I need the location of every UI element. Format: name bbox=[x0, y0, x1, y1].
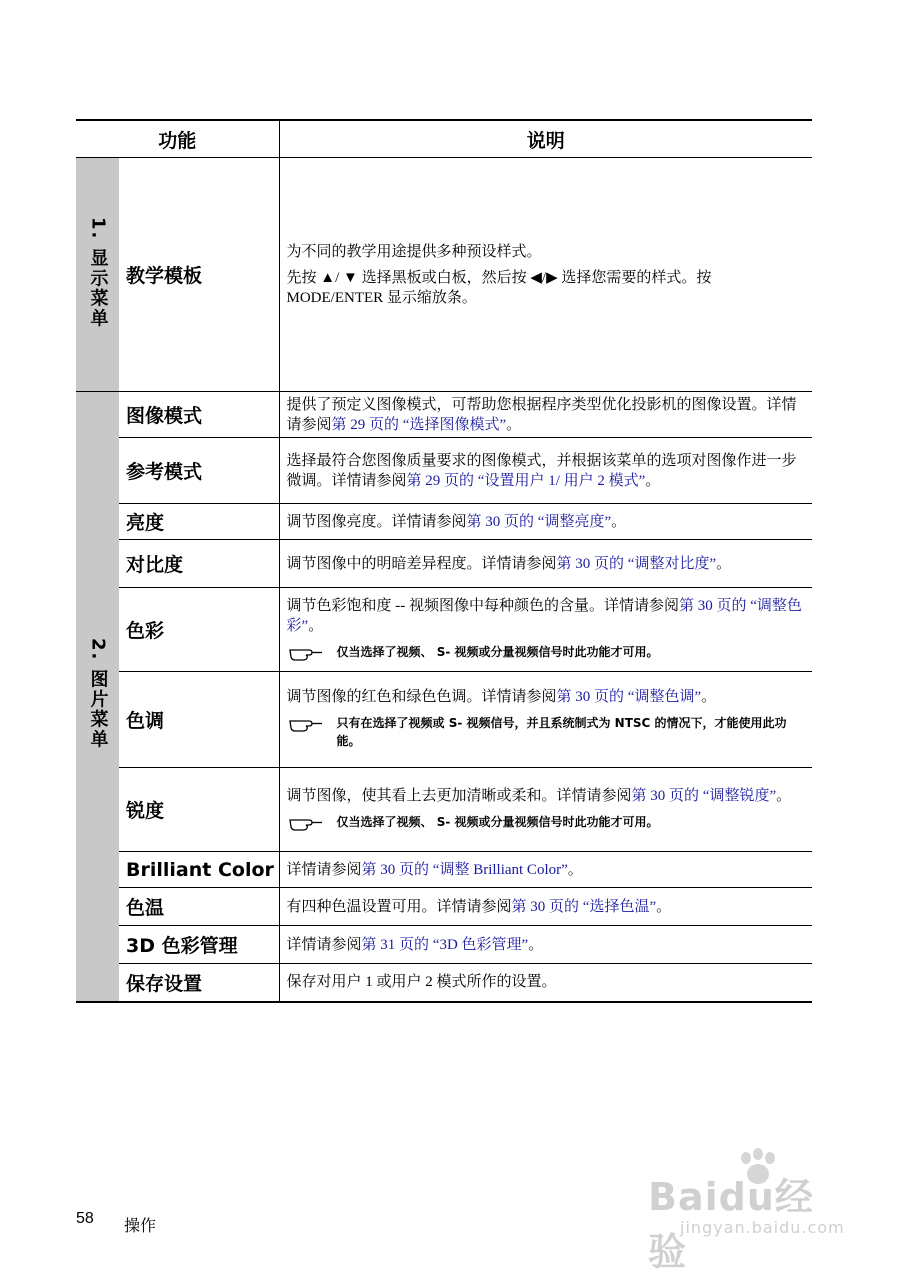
header-function: 功能 bbox=[76, 120, 279, 158]
section-label: 2. 图片菜单 bbox=[87, 638, 109, 751]
table-row bbox=[76, 438, 812, 504]
section-title: 操作 bbox=[124, 1216, 157, 1235]
table-row bbox=[76, 392, 812, 438]
description-tail: 。 bbox=[611, 513, 627, 530]
function-description bbox=[279, 672, 812, 768]
function-name: 色温 bbox=[119, 888, 279, 926]
section-picture-menu bbox=[76, 392, 119, 1002]
function-description bbox=[279, 926, 812, 964]
description-tail: 。 bbox=[506, 416, 522, 433]
page-link[interactable]: 第 30 页的 “调整 Brilliant Color” bbox=[361, 861, 568, 878]
function-description bbox=[279, 504, 812, 540]
table-row bbox=[76, 964, 812, 1002]
description-tail: 。 bbox=[656, 898, 672, 915]
page-link[interactable]: 第 31 页的 “3D 色彩管理” bbox=[361, 936, 529, 953]
table-row bbox=[76, 672, 812, 768]
page-link[interactable]: 第 29 页的 “设置用户 1/ 用户 2 模式” bbox=[406, 472, 646, 489]
description-paragraph: 先按 ▲/ ▼ 选择黑板或白板，然后按 ◀/▶ 选择您需要的样式。按 MODE/ENTER 显示缩放条。 bbox=[286, 269, 712, 306]
function-table bbox=[76, 119, 812, 1003]
watermark-logo-text: Baidu经验 bbox=[648, 1175, 814, 1274]
section-display-menu bbox=[76, 158, 119, 392]
function-name: 色调 bbox=[119, 672, 279, 768]
page-link[interactable]: 第 30 页的 “调整色彩” bbox=[286, 598, 802, 634]
description-tail: 。 bbox=[716, 555, 732, 572]
description-paragraph: 为不同的教学用途提供多种预设样式。 bbox=[286, 243, 542, 260]
table-header-row bbox=[76, 120, 812, 158]
function-description bbox=[279, 540, 812, 588]
page-link[interactable]: 第 30 页的 “调整亮度” bbox=[466, 513, 612, 530]
function-description bbox=[279, 888, 812, 926]
note-text: 仅当选择了视频、 S- 视频或分量视频信号时此功能才可用。 bbox=[336, 815, 659, 829]
description-text: 调节图像亮度。详情请参阅 bbox=[286, 513, 467, 530]
table-row bbox=[76, 926, 812, 964]
watermark-url: jingyan.baidu.com bbox=[680, 1218, 845, 1237]
description-tail: 。 bbox=[701, 689, 717, 705]
description-tail: 。 bbox=[776, 788, 792, 804]
description-text: 调节图像，使其看上去更加清晰或柔和。详情请参阅 bbox=[286, 788, 632, 804]
function-description bbox=[279, 588, 812, 672]
function-name: 保存设置 bbox=[119, 964, 279, 1002]
function-name: 锐度 bbox=[119, 768, 279, 852]
table-row bbox=[76, 852, 812, 888]
table-row bbox=[76, 158, 812, 392]
page-link[interactable]: 第 30 页的 “调整对比度” bbox=[556, 555, 717, 572]
description-text: 调节图像中的明暗差异程度。详情请参阅 bbox=[286, 555, 557, 572]
pointing-hand-icon bbox=[289, 716, 325, 732]
watermark bbox=[640, 1148, 850, 1274]
function-description bbox=[279, 852, 812, 888]
function-name: 对比度 bbox=[119, 540, 279, 588]
header-description: 说明 bbox=[279, 120, 812, 158]
description-tail: 。 bbox=[567, 861, 583, 878]
function-description: 保存对用户 1 或用户 2 模式所作的设置。 bbox=[279, 964, 812, 1002]
table-row bbox=[76, 888, 812, 926]
function-description bbox=[279, 392, 812, 438]
pointing-hand-icon bbox=[289, 815, 325, 831]
description-text: 详情请参阅 bbox=[286, 861, 362, 878]
table-row bbox=[76, 504, 812, 540]
note bbox=[287, 813, 805, 831]
note bbox=[287, 643, 805, 661]
function-description bbox=[279, 768, 812, 852]
page-link[interactable]: 第 30 页的 “调整锐度” bbox=[631, 788, 777, 804]
function-name: Brilliant Color bbox=[119, 852, 279, 888]
function-name: 3D 色彩管理 bbox=[119, 926, 279, 964]
description-text: 选择最符合您图像质量要求的图像模式，并根据该菜单的选项对图像作进一步微调。详情请参阅 bbox=[286, 452, 797, 489]
function-name: 参考模式 bbox=[119, 438, 279, 504]
description-text: 调节色彩饱和度 -- 视频图像中每种颜色的含量。详情请参阅 bbox=[286, 598, 680, 614]
description-tail: 。 bbox=[308, 618, 324, 634]
page-link[interactable]: 第 29 页的 “选择图像模式” bbox=[331, 416, 507, 433]
function-description bbox=[279, 158, 812, 392]
note-text: 仅当选择了视频、 S- 视频或分量视频信号时此功能才可用。 bbox=[336, 645, 659, 659]
section-label: 1. 显示菜单 bbox=[87, 216, 109, 329]
function-name: 图像模式 bbox=[119, 392, 279, 438]
description-tail: 。 bbox=[528, 936, 544, 953]
function-name: 教学模板 bbox=[119, 158, 279, 392]
description-text: 提供了预定义图像模式，可帮助您根据程序类型优化投影机的图像设置。详情请参阅 bbox=[286, 396, 797, 433]
function-description bbox=[279, 438, 812, 504]
page-link[interactable]: 第 30 页的 “调整色调” bbox=[556, 689, 702, 705]
description-text: 调节图像的红色和绿色色调。详情请参阅 bbox=[286, 689, 557, 705]
table-row bbox=[76, 768, 812, 852]
function-name: 色彩 bbox=[119, 588, 279, 672]
note bbox=[287, 714, 805, 750]
page-number: 58 bbox=[76, 1210, 94, 1227]
note-text: 只有在选择了视频或 S- 视频信号，并且系统制式为 NTSC 的情况下，才能使用此功能。 bbox=[336, 716, 787, 748]
table-row bbox=[76, 588, 812, 672]
function-name: 亮度 bbox=[119, 504, 279, 540]
description-text: 有四种色温设置可用。详情请参阅 bbox=[286, 898, 512, 915]
pointing-hand-icon bbox=[289, 645, 325, 661]
description-text: 详情请参阅 bbox=[286, 936, 362, 953]
description-tail: 。 bbox=[645, 472, 661, 489]
table-row bbox=[76, 540, 812, 588]
page-link[interactable]: 第 30 页的 “选择色温” bbox=[511, 898, 657, 915]
